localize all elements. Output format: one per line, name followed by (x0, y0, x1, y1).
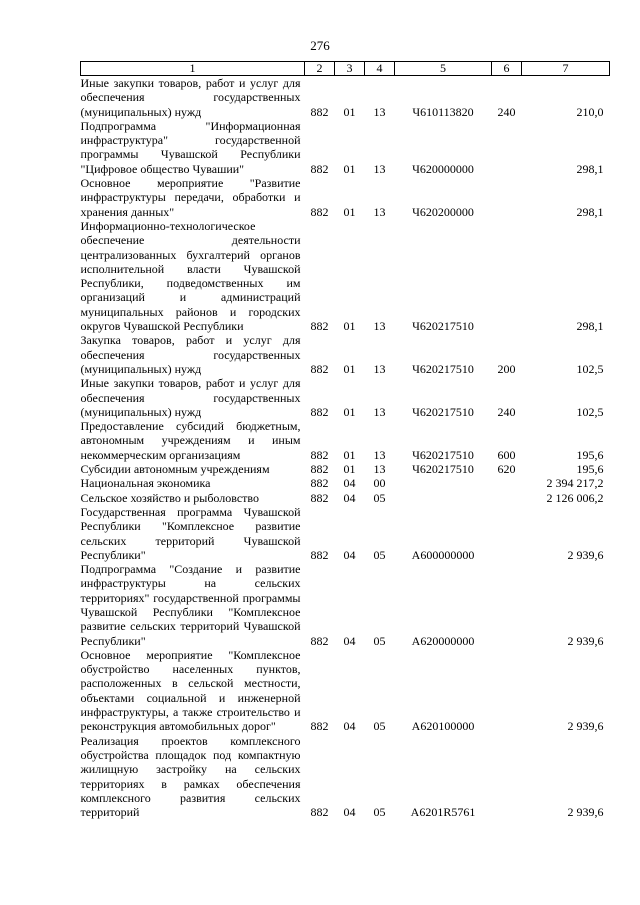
expense-type-code (492, 176, 522, 219)
section-code: 04 (343, 805, 356, 820)
subsection-code: 13 (373, 447, 386, 462)
gl-code: 882 (310, 805, 329, 820)
subsection-code: 13 (373, 104, 386, 119)
target-article-code: Ч620217510 (412, 447, 474, 462)
amount: 2 939,6 (567, 719, 604, 734)
target-article-code: Ч620200000 (412, 204, 474, 219)
column-header-5: 5 (395, 62, 492, 76)
column-header-1: 1 (81, 62, 305, 76)
section-code: 01 (343, 161, 356, 176)
row-name: Подпрограмма "Информационная инфраструктура" государственной программы Чувашской Республики "Цифровое общество Чувашии" (80, 118, 301, 176)
amount: 298,1 (576, 319, 604, 334)
amount: 298,1 (576, 204, 604, 219)
amount: 102,5 (576, 404, 604, 419)
target-article-code: Ч620217510 (412, 462, 474, 477)
section-code: 01 (343, 319, 356, 334)
row-name: Информационно-технологическое обеспечение деятельности централизованных бухгалтерий органов исполнительной власти Чувашской Республики, подведомственных им организаций и администраций муниципальных районов и городских округов Чувашской Республики (80, 218, 301, 334)
section-code: 04 (343, 719, 356, 734)
subsection-code: 13 (373, 204, 386, 219)
expense-type-code: 240 (497, 104, 516, 119)
target-article-code: А6201R5761 (410, 805, 476, 820)
table-row (81, 119, 610, 176)
gl-code: 882 (310, 204, 329, 219)
gl-code: 882 (310, 547, 329, 562)
row-name: Государственная программа Чувашской Республики "Комплексное развитие сельских территорий Чувашской Республики" (80, 504, 301, 562)
row-name: Сельское хозяйство и рыболовство (80, 490, 260, 505)
table-row (81, 505, 610, 562)
table-row (81, 462, 610, 476)
amount: 2 939,6 (567, 633, 604, 648)
subsection-code: 05 (373, 633, 386, 648)
target-article-code: А620100000 (411, 719, 475, 734)
subsection-code: 13 (373, 462, 386, 477)
expense-type-code: 600 (497, 447, 516, 462)
expense-type-code (492, 505, 522, 562)
amount: 210,0 (576, 104, 604, 119)
row-name: Основное мероприятие "Развитие инфраструктуры передачи, обработки и хранения данных" (80, 176, 301, 219)
column-header-6: 6 (492, 62, 522, 76)
gl-code: 882 (310, 490, 329, 505)
expense-type-code (492, 491, 522, 505)
target-article-code: Ч620217510 (412, 404, 474, 419)
target-article-code: Ч620217510 (412, 361, 474, 376)
subsection-code: 05 (373, 490, 386, 505)
amount: 102,5 (576, 361, 604, 376)
column-header-3: 3 (335, 62, 365, 76)
row-name: Предоставление субсидий бюджетным, автономным учреждениям и иным некоммерческим организациям (80, 419, 301, 462)
expense-type-code (492, 219, 522, 333)
table-row (81, 419, 610, 462)
section-code: 04 (343, 476, 356, 491)
gl-code: 882 (310, 361, 329, 376)
expense-type-code (492, 648, 522, 734)
table-row (81, 648, 610, 734)
row-name: Субсидии автономным учреждениям (80, 462, 270, 477)
row-name: Закупка товаров, работ и услуг для обеспечения государственных (муниципальных) нужд (80, 333, 301, 376)
target-article-code: Ч610113820 (412, 104, 474, 119)
gl-code: 882 (310, 633, 329, 648)
section-code: 04 (343, 547, 356, 562)
row-name: Иные закупки товаров, работ и услуг для обеспечения государственных (муниципальных) нужд (80, 76, 301, 119)
target-article-code: Ч620000000 (412, 161, 474, 176)
gl-code: 882 (310, 319, 329, 334)
page-number: 276 (310, 38, 330, 53)
amount: 195,6 (576, 462, 604, 477)
expense-type-code (492, 734, 522, 820)
amount: 298,1 (576, 161, 604, 176)
header-row (81, 62, 610, 76)
section-code: 04 (343, 490, 356, 505)
table-row (81, 734, 610, 820)
expense-type-code: 620 (497, 462, 516, 477)
gl-code: 882 (310, 161, 329, 176)
column-header-7: 7 (522, 62, 610, 76)
table-header (81, 62, 610, 76)
table-row (81, 476, 610, 490)
subsection-code: 13 (373, 319, 386, 334)
subsection-code: 13 (373, 161, 386, 176)
target-article-code: А600000000 (411, 547, 475, 562)
gl-code: 882 (310, 719, 329, 734)
gl-code: 882 (310, 404, 329, 419)
table-row (81, 176, 610, 219)
section-code: 01 (343, 204, 356, 219)
target-article-code: Ч620217510 (412, 319, 474, 334)
table-row (81, 562, 610, 648)
gl-code: 882 (310, 447, 329, 462)
target-article-code (395, 476, 492, 490)
section-code: 04 (343, 633, 356, 648)
expense-type-code (492, 119, 522, 176)
target-article-code: А620000000 (411, 633, 475, 648)
row-name: Реализация проектов комплексного обустройства площадок под компактную жилищную застройку на сельских территориях в рамках обеспечения комплексного развития сельских территорий (80, 733, 301, 820)
gl-code: 882 (310, 104, 329, 119)
amount: 2 939,6 (567, 805, 604, 820)
expense-type-code: 200 (497, 361, 516, 376)
budget-table (80, 61, 610, 819)
row-name: Национальная экономика (80, 476, 211, 491)
table-body (81, 76, 610, 820)
section-code: 01 (343, 104, 356, 119)
subsection-code: 13 (373, 404, 386, 419)
table-row (81, 76, 610, 119)
section-code: 01 (343, 404, 356, 419)
section-code: 01 (343, 447, 356, 462)
subsection-code: 00 (373, 476, 386, 491)
expense-type-code (492, 476, 522, 490)
row-name: Иные закупки товаров, работ и услуг для обеспечения государственных (муниципальных) нужд (80, 376, 301, 419)
table-row (81, 333, 610, 376)
amount: 195,6 (576, 447, 604, 462)
column-header-4: 4 (365, 62, 395, 76)
subsection-code: 13 (373, 361, 386, 376)
expense-type-code: 240 (497, 404, 516, 419)
amount: 2 939,6 (567, 547, 604, 562)
amount: 2 394 217,2 (546, 476, 604, 491)
subsection-code: 05 (373, 805, 386, 820)
column-header-2: 2 (305, 62, 335, 76)
gl-code: 882 (310, 462, 329, 477)
section-code: 01 (343, 462, 356, 477)
amount: 2 126 006,2 (546, 490, 604, 505)
row-name: Подпрограмма "Создание и развитие инфраструктуры на сельских территориях" государственной программы Чувашской Республики "Комплексное развитие сельских территорий Чувашской Республики" (80, 562, 301, 648)
section-code: 01 (343, 361, 356, 376)
row-name: Основное мероприятие "Комплексное обустройство населенных пунктов, расположенных в сельской местности, объектами социальной и инженерной инфраструктуры, а также строительство и реконструкция автомобильных дорог" (80, 647, 301, 734)
expense-type-code (492, 562, 522, 648)
table-row (81, 219, 610, 333)
subsection-code: 05 (373, 719, 386, 734)
table-row (81, 491, 610, 505)
gl-code: 882 (310, 476, 329, 491)
subsection-code: 05 (373, 547, 386, 562)
table-row (81, 376, 610, 419)
target-article-code (395, 491, 492, 505)
